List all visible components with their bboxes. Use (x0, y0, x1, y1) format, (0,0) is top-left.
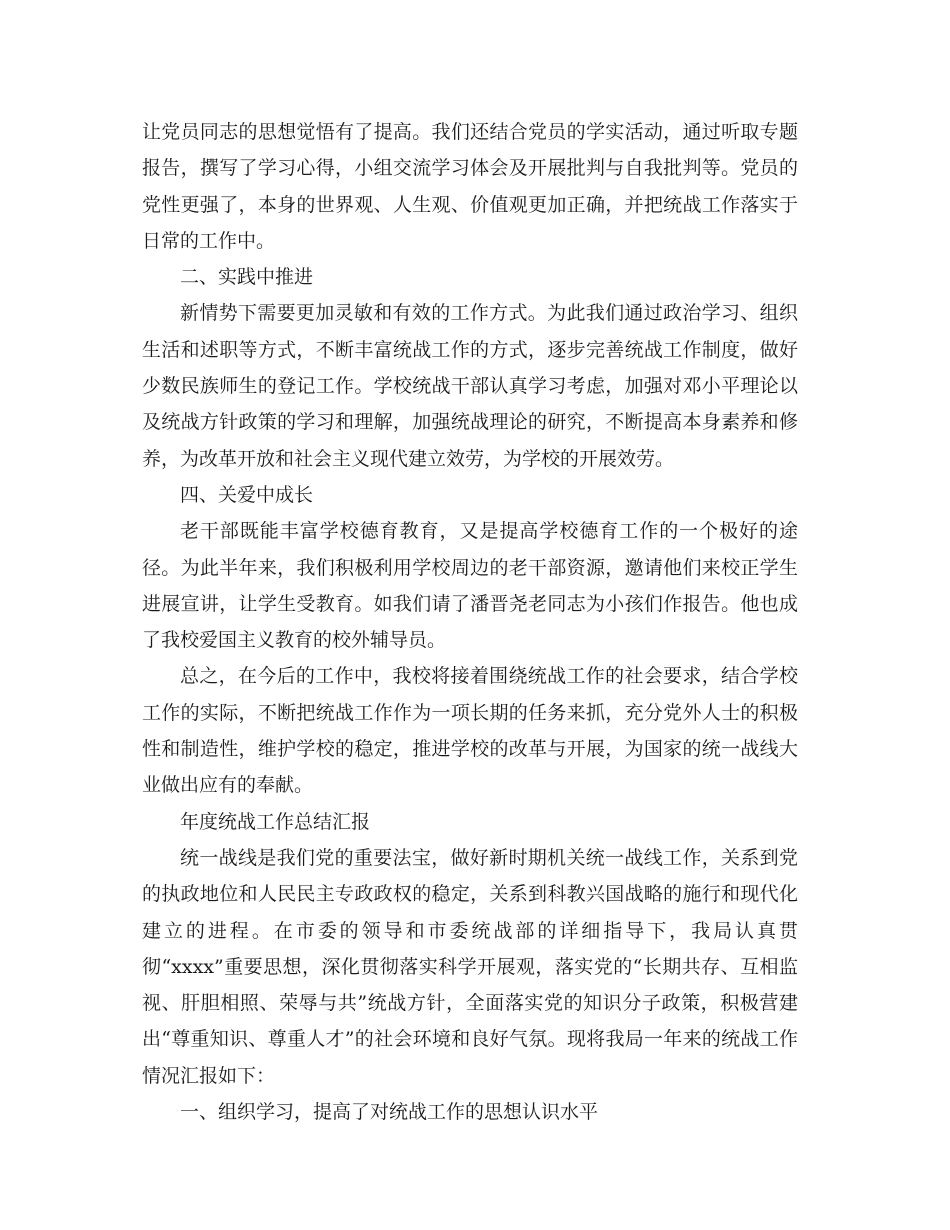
heading-care-growth: 四、关爱中成长 (180, 483, 314, 506)
heading-practice: 二、实践中推进 (180, 266, 314, 289)
document-body (142, 114, 798, 1130)
paragraph-party-members-study: 让党员同志的思想觉悟有了提高。我们还结合党员的学实活动，通过听取专题报告，撰写了学习心得，小组交流学习体会及开展批判与自我批判等。党员的党性更强了，本身的世界观、人生观、价值观更加正确，并把统战工作落实于日常的工作中。 (142, 121, 798, 252)
paragraph-conclusion: 总之，在今后的工作中，我校将接着围绕统战工作的社会要求，结合学校工作的实际，不断把统战工作作为一项长期的任务来抓，充分党外人士的积极性和制造性，维护学校的稳定，推进学校的改革与开展，为国家的统一战线大业做出应有的奉献。 (142, 665, 798, 797)
heading-organize-study: 一、组织学习，提高了对统战工作的思想认识水平 (180, 1101, 599, 1124)
paragraph-new-situation: 新情势下需要更加灵敏和有效的工作方式。为此我们通过政治学习、组织生活和述职等方式，不断丰富统战工作的方式，逐步完善统战工作制度，做好少数民族师生的登记工作。学校统战干部认真学习考虑，加强对邓小平理论以及统战方针政策的学习和理解，加强统战理论的研究，不断提高本身素养和修养，为改革开放和社会主义现代建立效劳，为学校的开展效劳。 (142, 302, 798, 470)
paragraph-veteran-cadres: 老干部既能丰富学校德育教育，又是提高学校德育工作的一个极好的途径。为此半年来，我们积极利用学校周边的老干部资源，邀请他们来校正学生进展宣讲，让学生受教育。如我们请了潘晋尧老同志为小孩们作报告。他也成了我校爱国主义教育的校外辅导员。 (142, 520, 798, 652)
paragraph-united-front-intro: 统一战线是我们党的重要法宝，做好新时期机关统一战线工作，关系到党的执政地位和人民民主专政政权的稳定，关系到科教兴国战略的施行和现代化建立的进程。在市委的领导和市委统战部的详细指导下，我局认真贯彻“xxxx”重要思想，深化贯彻落实科学开展观，落实党的“长期共存、互相监视、肝胆相照、荣辱与共”统战方针，全面落实党的知识分子政策，积极营建出“尊重知识、尊重人才”的社会环境和良好气氛。现将我局一年来的统战工作情况汇报如下： (142, 846, 798, 1087)
section-title-annual-report: 年度统战工作总结汇报 (180, 810, 371, 833)
